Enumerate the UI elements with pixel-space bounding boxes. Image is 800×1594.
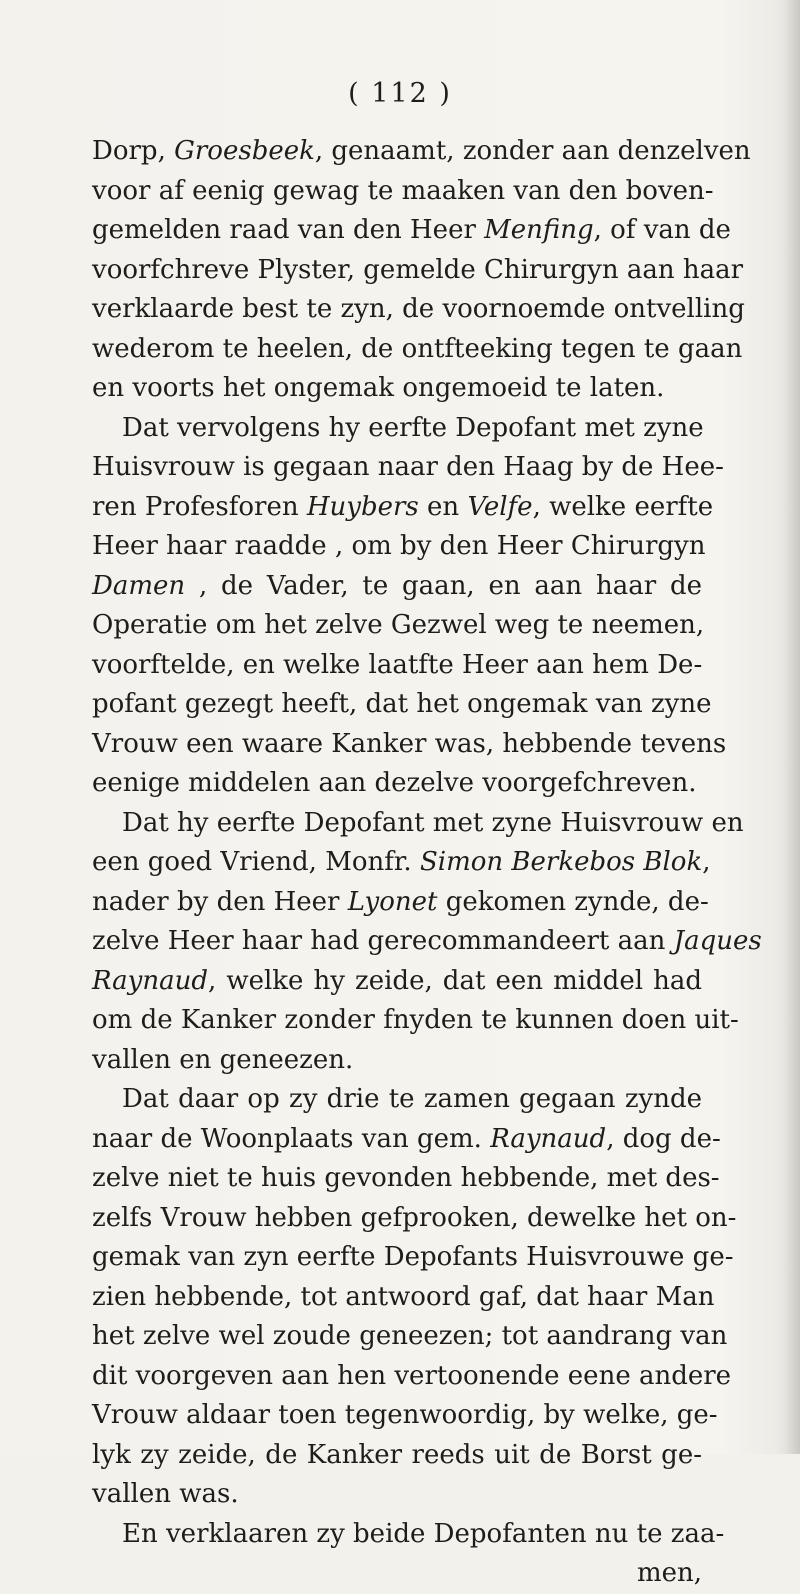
italic-name: Groesbeek bbox=[174, 136, 315, 166]
text-segment: naar de Woonplaats van gem. bbox=[92, 1123, 491, 1154]
text-segment: zelfs Vrouw hebben gefprooken, dewelke het on- bbox=[92, 1202, 737, 1233]
text-segment: nader by den Heer bbox=[92, 886, 348, 917]
text-segment: voorfchreve Plyster, gemelde Chirurgyn aan haar bbox=[92, 254, 744, 285]
text-segment: om de Kanker zonder fnyden te kunnen doen uit- bbox=[92, 1005, 739, 1035]
text-line bbox=[92, 1159, 720, 1199]
text-line bbox=[92, 1001, 739, 1041]
text-line bbox=[92, 1436, 702, 1476]
text-line bbox=[92, 725, 727, 765]
text-segment: , welke hy zeide, dat een middel had bbox=[208, 965, 702, 996]
text-segment: , genaamt, zonder aan denzelven bbox=[314, 136, 751, 166]
text-line bbox=[92, 330, 743, 370]
text-line bbox=[92, 764, 702, 804]
text-segment: , of van de bbox=[593, 215, 731, 245]
text-line bbox=[92, 804, 744, 844]
text-line bbox=[92, 567, 702, 607]
text-segment: men, bbox=[636, 1558, 702, 1588]
text-line bbox=[92, 1080, 702, 1120]
text-segment: verklaarde best te zyn, de voornoemde ontvelling bbox=[92, 294, 745, 324]
italic-name: Raynaud bbox=[490, 1123, 607, 1154]
text-segment: en bbox=[418, 491, 468, 522]
text-segment: voorftelde, en welke laatfte Heer aan hem De- bbox=[92, 649, 703, 680]
italic-name: Lyonet bbox=[347, 886, 438, 917]
text-line bbox=[92, 1357, 732, 1397]
text-segment: dit voorgeven aan hen vertoonende eene andere bbox=[92, 1360, 732, 1391]
text-line bbox=[92, 211, 731, 251]
text-segment: zelve Heer haar had gerecommandeert aan bbox=[92, 926, 674, 956]
text-line bbox=[92, 409, 702, 449]
text-line bbox=[92, 251, 744, 291]
text-segment: ren Profesforen bbox=[92, 491, 307, 522]
text-line bbox=[92, 369, 702, 409]
text-line bbox=[92, 1041, 702, 1081]
text-line bbox=[92, 132, 751, 172]
text-segment: Dorp, bbox=[92, 136, 175, 166]
italic-name: Jaques bbox=[673, 926, 762, 956]
text-segment: en voorts het ongemak ongemoeid te laten. bbox=[92, 373, 665, 403]
text-segment: wederom te heelen, de ontfteeking tegen te gaan bbox=[92, 333, 743, 364]
text-line bbox=[92, 922, 762, 962]
text-line bbox=[92, 1396, 718, 1436]
text-line bbox=[92, 172, 714, 212]
text-segment: Vrouw een waare Kanker was, hebbende tevens bbox=[92, 728, 727, 759]
text-segment: een goed Vriend, Monfr. bbox=[92, 847, 420, 877]
text-segment: het zelve wel zoude geneezen; tot aandrang van bbox=[92, 1321, 728, 1351]
text-segment: vallen en geneezen. bbox=[92, 1044, 354, 1075]
italic-name: Velfe bbox=[467, 491, 533, 522]
text-line bbox=[92, 1199, 737, 1239]
text-segment: vallen was. bbox=[92, 1479, 239, 1509]
text-segment: Operatie om het zelve Gezwel weg te neemen, bbox=[92, 610, 705, 640]
text-segment: pofant gezegt heeft, dat het ongemak van zyne bbox=[92, 689, 712, 719]
page-body bbox=[92, 132, 762, 1594]
italic-name: Simon Berkebos Blok bbox=[419, 847, 703, 877]
italic-name: Raynaud bbox=[92, 965, 208, 996]
text-line bbox=[92, 685, 712, 725]
text-segment: gemelden raad van den Heer bbox=[92, 215, 485, 245]
text-line bbox=[92, 1317, 728, 1357]
text-segment: , dog de- bbox=[606, 1123, 721, 1154]
text-segment: eenige middelen aan dezelve voorgefchreven. bbox=[92, 768, 697, 798]
text-segment: En verklaaren zy beide Depofanten nu te zaa- bbox=[122, 1518, 725, 1549]
text-line bbox=[92, 1515, 725, 1555]
text-segment: voor af eenig gewag te maaken van den boven- bbox=[92, 175, 714, 206]
text-segment: Heer haar raadde , om by den Heer Chirurgyn bbox=[92, 531, 706, 561]
page-number: ( 112 ) bbox=[348, 78, 452, 109]
text-line bbox=[92, 883, 709, 923]
text-segment: Dat hy eerfte Depofant met zyne Huisvrouw en bbox=[122, 807, 744, 838]
italic-name: Menfing bbox=[484, 215, 594, 245]
text-line bbox=[92, 290, 745, 330]
text-segment: Dat vervolgens hy eerfte Depofant met zyne bbox=[122, 412, 704, 443]
text-segment: Huisvrouw is gegaan naar den Haag by de Hee- bbox=[92, 452, 724, 482]
text-line bbox=[92, 1475, 702, 1515]
italic-name: Huybers bbox=[306, 491, 419, 522]
text-line bbox=[92, 843, 711, 883]
text-line bbox=[92, 606, 705, 646]
text-segment: , de Vader, te gaan, en aan haar de bbox=[185, 570, 702, 601]
text-segment: Dat daar op zy drie te zamen gegaan zynde bbox=[122, 1084, 702, 1114]
text-line bbox=[92, 1238, 734, 1278]
text-line bbox=[92, 1554, 702, 1594]
text-segment: lyk zy zeide, de Kanker reeds uit de Borst ge- bbox=[92, 1439, 702, 1470]
italic-name: Damen bbox=[92, 570, 186, 601]
text-segment: zien hebbende, tot antwoord gaf, dat haar Man bbox=[92, 1281, 715, 1312]
text-segment: Vrouw aldaar toen tegenwoordig, by welke, ge- bbox=[92, 1400, 718, 1430]
text-line bbox=[92, 962, 702, 1002]
text-segment: gemak van zyn eerfte Depofants Huisvrouwe ge- bbox=[92, 1242, 734, 1272]
text-line bbox=[92, 448, 724, 488]
text-segment: zelve niet te huis gevonden hebbende, met des- bbox=[92, 1163, 720, 1193]
text-line bbox=[92, 1278, 715, 1318]
text-segment: , welke eerfte bbox=[532, 491, 714, 522]
text-line bbox=[92, 646, 702, 686]
text-segment: gekomen zynde, de- bbox=[437, 886, 709, 917]
text-line bbox=[92, 1120, 721, 1160]
text-line bbox=[92, 527, 706, 567]
page-edge bbox=[786, 0, 800, 1454]
text-line bbox=[92, 488, 714, 528]
text-segment: , bbox=[702, 847, 711, 877]
